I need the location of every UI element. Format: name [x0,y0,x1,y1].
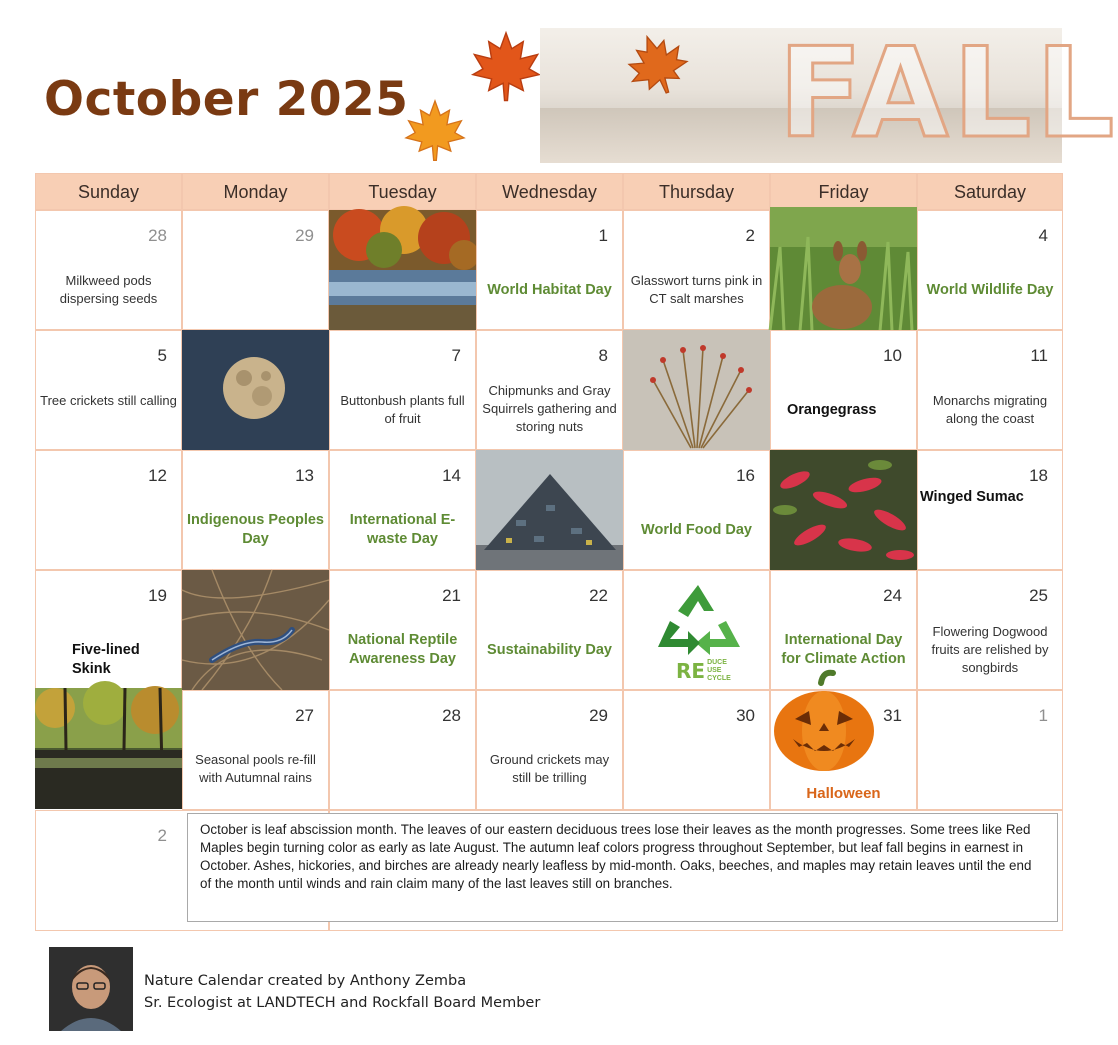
day-note: Glasswort turns pink in CT salt marshes [630,273,763,306]
day-cell [35,210,182,330]
event-label: Halloween [806,785,881,802]
day-note: Flowering Dogwood fruits are relished by songbirds [931,624,1049,675]
day-number: 31 [883,706,902,725]
event-label: National Reptile Awareness Day [347,632,458,667]
fall-word: FALL [778,22,1118,166]
photo-winged-sumac [770,450,917,570]
day-number: 18 [1029,466,1048,485]
day-cell [476,570,623,690]
day-cell [35,450,182,570]
day-cell [623,210,770,330]
day-cell [329,450,476,570]
day-cell [770,690,917,810]
day-cell [917,210,1063,330]
event-label: Orangegrass [787,402,877,418]
event-label: World Habitat Day [487,282,612,298]
author-avatar [49,947,133,1031]
logo-word: DUCE [707,659,727,666]
event-label: Indigenous Peoples Day [187,512,324,547]
day-number: 8 [598,346,608,365]
day-cell [35,330,182,450]
credit-line: Sr. Ecologist at LANDTECH and Rockfall Board Member [144,995,541,1011]
day-cell [182,450,329,570]
photo-autumn-stream [329,210,476,330]
day-note: Ground crickets may still be trilling [489,752,610,785]
day-number: 28 [442,706,461,725]
photo-full-moon [182,330,329,450]
day-number: 4 [1038,226,1048,245]
maple-leaf-icon [624,28,690,100]
event-label: Sustainability Day [487,642,612,658]
day-cell [623,570,770,690]
weekday-header: Thursday [623,173,770,210]
day-number: 1 [598,226,608,245]
day-note: Seasonal pools re-fill with Autumnal rains [195,752,316,785]
day-cell [35,570,182,690]
day-number: 25 [1029,586,1048,605]
day-number: 27 [295,706,314,725]
day-number: 11 [1030,346,1048,365]
photo-ewaste-pile [476,450,623,570]
day-note: Chipmunks and Gray Squirrels gathering and storing nuts [482,383,617,434]
day-note: Monarchs migrating along the coast [932,393,1048,426]
photo-seasonal-pool [35,688,182,809]
weekday-header: Wednesday [476,173,623,210]
day-number: 22 [589,586,608,605]
day-number: 5 [157,346,167,365]
day-number: 7 [451,346,461,365]
photo-orangegrass [623,330,770,450]
recycle-icon [648,581,748,661]
day-cell [476,210,623,330]
jack-o-lantern-icon [771,671,877,773]
day-cell [917,450,1063,570]
event-label: Five-lined Skink [72,642,140,677]
day-number: 29 [295,226,314,245]
logo-re: RE [676,659,706,683]
event-label: World Food Day [641,522,752,538]
credit-line: Nature Calendar created by Anthony Zemba [144,973,467,989]
photo-five-lined-skink [182,570,329,690]
day-note: Milkweed pods dispersing seeds [59,273,158,306]
weekday-header: Sunday [35,173,182,210]
day-number: 24 [883,586,902,605]
day-number: 19 [148,586,167,605]
weekday-header: Friday [770,173,917,210]
weekday-header: Tuesday [329,173,476,210]
event-label: International E-waste Day [349,512,456,547]
day-number: 12 [148,466,167,485]
monthly-note: October is leaf abscission month. The leaves of our eastern deciduous trees lose their leaves as the month progresses. Some trees like Red Maples begin turning color as early as late August. The autumn leaf colors progress throughout September, but leaf fall begins in earnest in October. Ashes, hickories, and birches are already nearly leafless by mid-month. Oaks, beeches, and maples may retain leaves until the end of the month until winds and rain claim many of the last leaves still on branches. [187,813,1058,922]
day-cell [770,330,917,450]
day-number: 14 [442,466,461,485]
day-cell [917,330,1063,450]
day-number: 21 [442,586,461,605]
day-cell [182,690,329,810]
reduce-reuse-recycle-logo [676,659,731,685]
day-cell [329,330,476,450]
weekday-header: Monday [182,173,329,210]
logo-word: CYCLE [707,675,731,682]
maple-leaf-icon [470,26,542,106]
day-cell [623,690,770,810]
day-number: 29 [589,706,608,725]
photo-white-tailed-deer [770,207,917,331]
day-number: 30 [736,706,755,725]
day-cell [476,690,623,810]
day-note: Buttonbush plants full of fruit [340,393,465,426]
day-number: 16 [736,466,755,485]
day-cell [329,690,476,810]
day-number: 28 [148,226,167,245]
day-number: 2 [157,826,167,845]
maple-leaf-icon [402,97,468,163]
weekday-header: Saturday [917,173,1063,210]
day-number: 10 [883,346,902,365]
day-cell [182,210,329,330]
day-cell [329,570,476,690]
fall-banner [540,22,1118,166]
page-title: October 2025 [44,72,409,127]
event-label: World Wildlife Day [926,282,1054,298]
day-number: 1 [1038,706,1048,725]
day-note: Tree crickets still calling [40,393,177,408]
credit-block [144,970,540,1014]
day-cell [917,690,1063,810]
day-number: 2 [745,226,755,245]
logo-word: USE [707,667,722,674]
day-cell [623,450,770,570]
day-cell [476,330,623,450]
day-cell [917,570,1063,690]
event-label: Winged Sumac [920,489,1024,505]
event-label: International Day for Climate Action [781,632,906,667]
day-number: 13 [295,466,314,485]
